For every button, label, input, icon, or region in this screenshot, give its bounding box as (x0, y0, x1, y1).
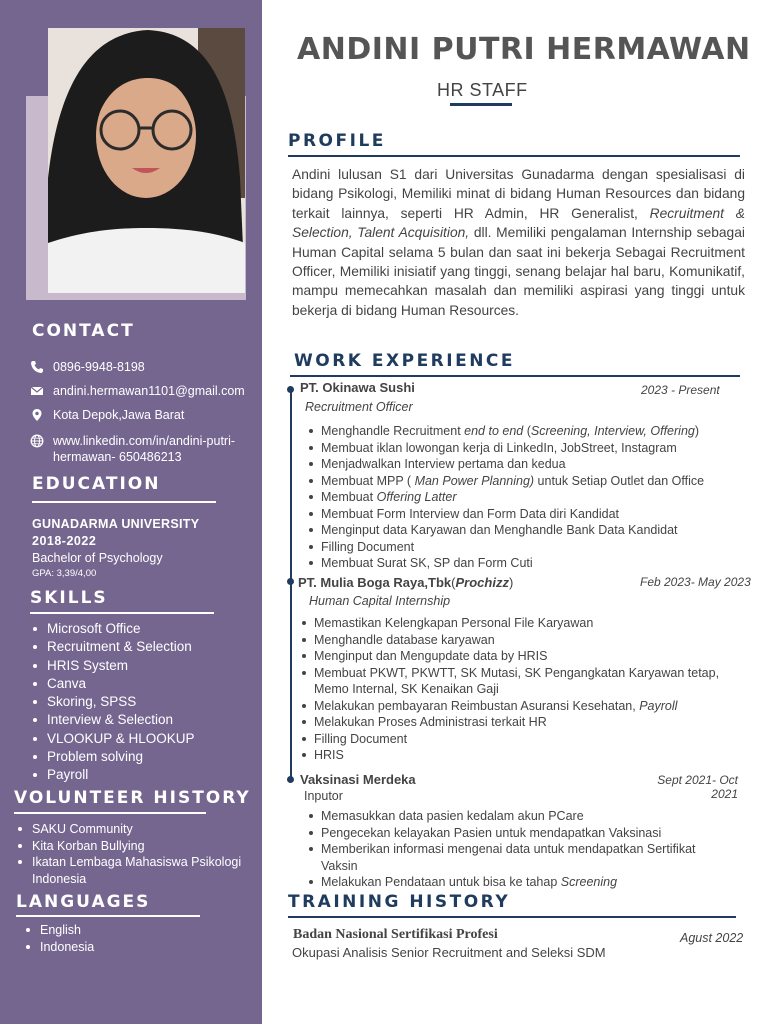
list-item: Ikatan Lembaga Mahasiswa Psikologi Indonesia (16, 854, 256, 887)
education-school: GUNADARMA UNIVERSITY (32, 517, 200, 531)
phone-icon (30, 360, 44, 374)
volunteer-heading: VOLUNTEER HISTORY (14, 788, 251, 808)
candidate-name: ANDINI PUTRI HERMAWAN (297, 32, 751, 67)
list-item: Membuat Surat SK, SP dan Form Cuti (306, 555, 746, 572)
languages-list (24, 922, 94, 955)
list-item: Filling Document (306, 539, 746, 556)
list-item: Memasukkan data pasien kedalam akun PCare (306, 808, 726, 825)
education-years: 2018-2022 (32, 534, 97, 548)
contact-email (30, 383, 253, 399)
list-item: Membuat PKWT, PKWTT, SK Mutasi, SK Pengangkatan Karyawan tetap, Memo Internal, SK Kenaikan Gaji (299, 665, 745, 698)
list-item (306, 423, 746, 440)
contact-phone (30, 359, 253, 375)
location-pin-icon (30, 408, 44, 422)
timeline-line (290, 390, 292, 780)
list-item: Menjadwalkan Interview pertama dan kedua (306, 456, 746, 473)
job-date-line: 2021 (711, 787, 738, 801)
list-item: Recruitment & Selection (31, 638, 195, 656)
task-text-italic: Offering Latter (376, 490, 457, 504)
training-divider (288, 916, 736, 918)
job-task-list (306, 808, 726, 891)
list-item: Membuat Form Interview dan Form Data diri Kandidat (306, 506, 746, 523)
linkedin-link[interactable]: www.linkedin.com/in/andini-putri-hermawan- 650486213 (53, 434, 236, 464)
company-paren: ) (508, 575, 514, 590)
list-item: Menginput data Karyawan dan Menghandle Bank Data Kandidat (306, 522, 746, 539)
training-heading: TRAINING HISTORY (288, 892, 511, 912)
profile-heading: PROFILE (288, 131, 386, 151)
task-text-italic: end to end (464, 424, 524, 438)
email-text[interactable]: andini.hermawan1101@gmail.com (53, 384, 245, 398)
languages-heading: LANGUAGES (16, 892, 151, 912)
job-task-list (306, 423, 746, 572)
profile-photo (48, 28, 245, 293)
education-divider (32, 501, 216, 503)
job-date-line: Sept 2021- Oct (657, 773, 738, 787)
list-item (306, 473, 746, 490)
role-underline (450, 103, 512, 106)
candidate-role: HR STAFF (437, 80, 528, 100)
education-gpa: GPA: 3,39/4,00 (32, 568, 97, 579)
timeline-dot (287, 386, 294, 393)
education-heading: EDUCATION (32, 474, 161, 494)
contact-location (30, 407, 253, 423)
timeline-dot (287, 776, 294, 783)
list-item: Filling Document (299, 731, 745, 748)
work-heading: WORK EXPERIENCE (294, 351, 516, 371)
list-item (306, 874, 726, 891)
skills-divider (30, 612, 214, 614)
profile-text-part: Andini lulusan S1 dari Universitas Gunadarma dengan spesialisasi di bidang Psikologi, Memiliki minat di bidang Human Resources dan bidang terkait lainnya, seperti HR Admin, HR Generalist, (292, 167, 745, 221)
list-item: Membuat iklan lowongan kerja di LinkedIn, JobStreet, Instagram (306, 440, 746, 457)
task-text: Melakukan pembayaran Reimbustan Asuransi Kesehatan, (314, 698, 640, 713)
phone-text: 0896-9948-8198 (53, 360, 145, 374)
list-item: VLOOKUP & HLOOKUP (31, 730, 195, 748)
list-item: SAKU Community (16, 821, 256, 838)
task-text: ) (694, 424, 700, 438)
job-date: 2023 - Present (641, 383, 720, 397)
company-name: PT. Mulia Boga Raya,Tbk (298, 575, 452, 590)
company-brand: Prochizz (455, 575, 509, 590)
globe-icon (30, 434, 44, 448)
list-item: HRIS (299, 747, 745, 764)
profile-text-part: dll. Memiliki pengalaman Internship sebagai Human Capital selama 5 bulan dan saat ini bekerja Sebagai Recruitment Officer, Memiliki inisiatif yang tinggi, senang belajar hal baru, Komunikatif, mampu memecahkan masalah dan memiliki aspirasi yang tinggi untuk bekerja di bidang Human Resources. (292, 225, 745, 318)
list-item: Canva (31, 675, 195, 693)
job-title: Inputor (304, 789, 343, 803)
profile-divider (288, 155, 740, 157)
task-text: Membuat MPP ( (321, 473, 415, 488)
sidebar (0, 0, 262, 1024)
list-item: Memastikan Kelengkapan Personal File Karyawan (299, 615, 745, 632)
training-desc: Okupasi Analisis Senior Recruitment and Seleksi SDM (292, 945, 606, 960)
profile-text (292, 165, 745, 320)
education-block (32, 517, 199, 579)
work-divider (290, 375, 740, 377)
list-item: Indonesia (24, 939, 94, 956)
languages-divider (16, 915, 200, 917)
location-text: Kota Depok,Jawa Barat (53, 408, 185, 422)
list-item: Skoring, SPSS (31, 693, 195, 711)
job-title: Human Capital Internship (309, 594, 451, 608)
volunteer-list (16, 821, 256, 887)
job-company: Vaksinasi Merdeka (300, 772, 416, 787)
training-date: Agust 2022 (680, 931, 744, 945)
task-text: Melakukan Pendataan untuk bisa ke tahap (321, 875, 561, 889)
job-title: Recruitment Officer (305, 400, 413, 414)
list-item: Menginput dan Mengupdate data by HRIS (299, 648, 745, 665)
task-text: Membuat (321, 490, 377, 504)
list-item (306, 489, 746, 506)
job-date (640, 773, 738, 801)
education-degree: Bachelor of Psychology (32, 551, 163, 565)
skills-heading: SKILLS (30, 588, 108, 608)
task-text: ( (523, 424, 531, 438)
job-company: PT. Okinawa Sushi (300, 380, 415, 395)
list-item: Payroll (31, 766, 195, 784)
list-item: HRIS System (31, 657, 195, 675)
volunteer-divider (14, 812, 206, 814)
list-item (299, 698, 745, 715)
list-item: Menghandle database karyawan (299, 632, 745, 649)
contact-linkedin (30, 433, 253, 465)
training-title: Badan Nasional Sertifikasi Profesi (293, 927, 498, 942)
list-item: Kita Korban Bullying (16, 838, 256, 855)
job-task-list (299, 615, 745, 764)
company-paren: ( (451, 575, 456, 590)
list-item: Memberikan informasi mengenai data untuk mendapatkan Sertifikat Vaksin (306, 841, 726, 874)
timeline-dot (287, 578, 294, 585)
profile-text-italic: Recruitment & Selection, Talent Acquisition, (292, 205, 745, 241)
task-text-italic: Payroll (639, 698, 678, 713)
task-text: untuk Setiap Outlet dan Office (534, 473, 705, 488)
list-item: Melakukan Proses Administrasi terkait HR (299, 714, 745, 731)
list-item: Pengecekan kelayakan Pasien untuk mendapatkan Vaksinasi (306, 825, 726, 842)
task-text-italic: Screening (560, 875, 618, 889)
email-icon (30, 384, 44, 398)
job-company (298, 575, 513, 590)
list-item: Interview & Selection (31, 711, 195, 729)
list-item: English (24, 922, 94, 939)
skills-list (31, 620, 195, 785)
task-text-italic: Man Power Planning) (414, 473, 535, 488)
list-item: Microsoft Office (31, 620, 195, 638)
list-item: Problem solving (31, 748, 195, 766)
task-text: Menghandle Recruitment (321, 424, 465, 438)
task-text-italic: Screening, Interview, Offering (530, 424, 695, 438)
job-date: Feb 2023- May 2023 (640, 575, 751, 589)
contact-heading: CONTACT (32, 321, 135, 341)
